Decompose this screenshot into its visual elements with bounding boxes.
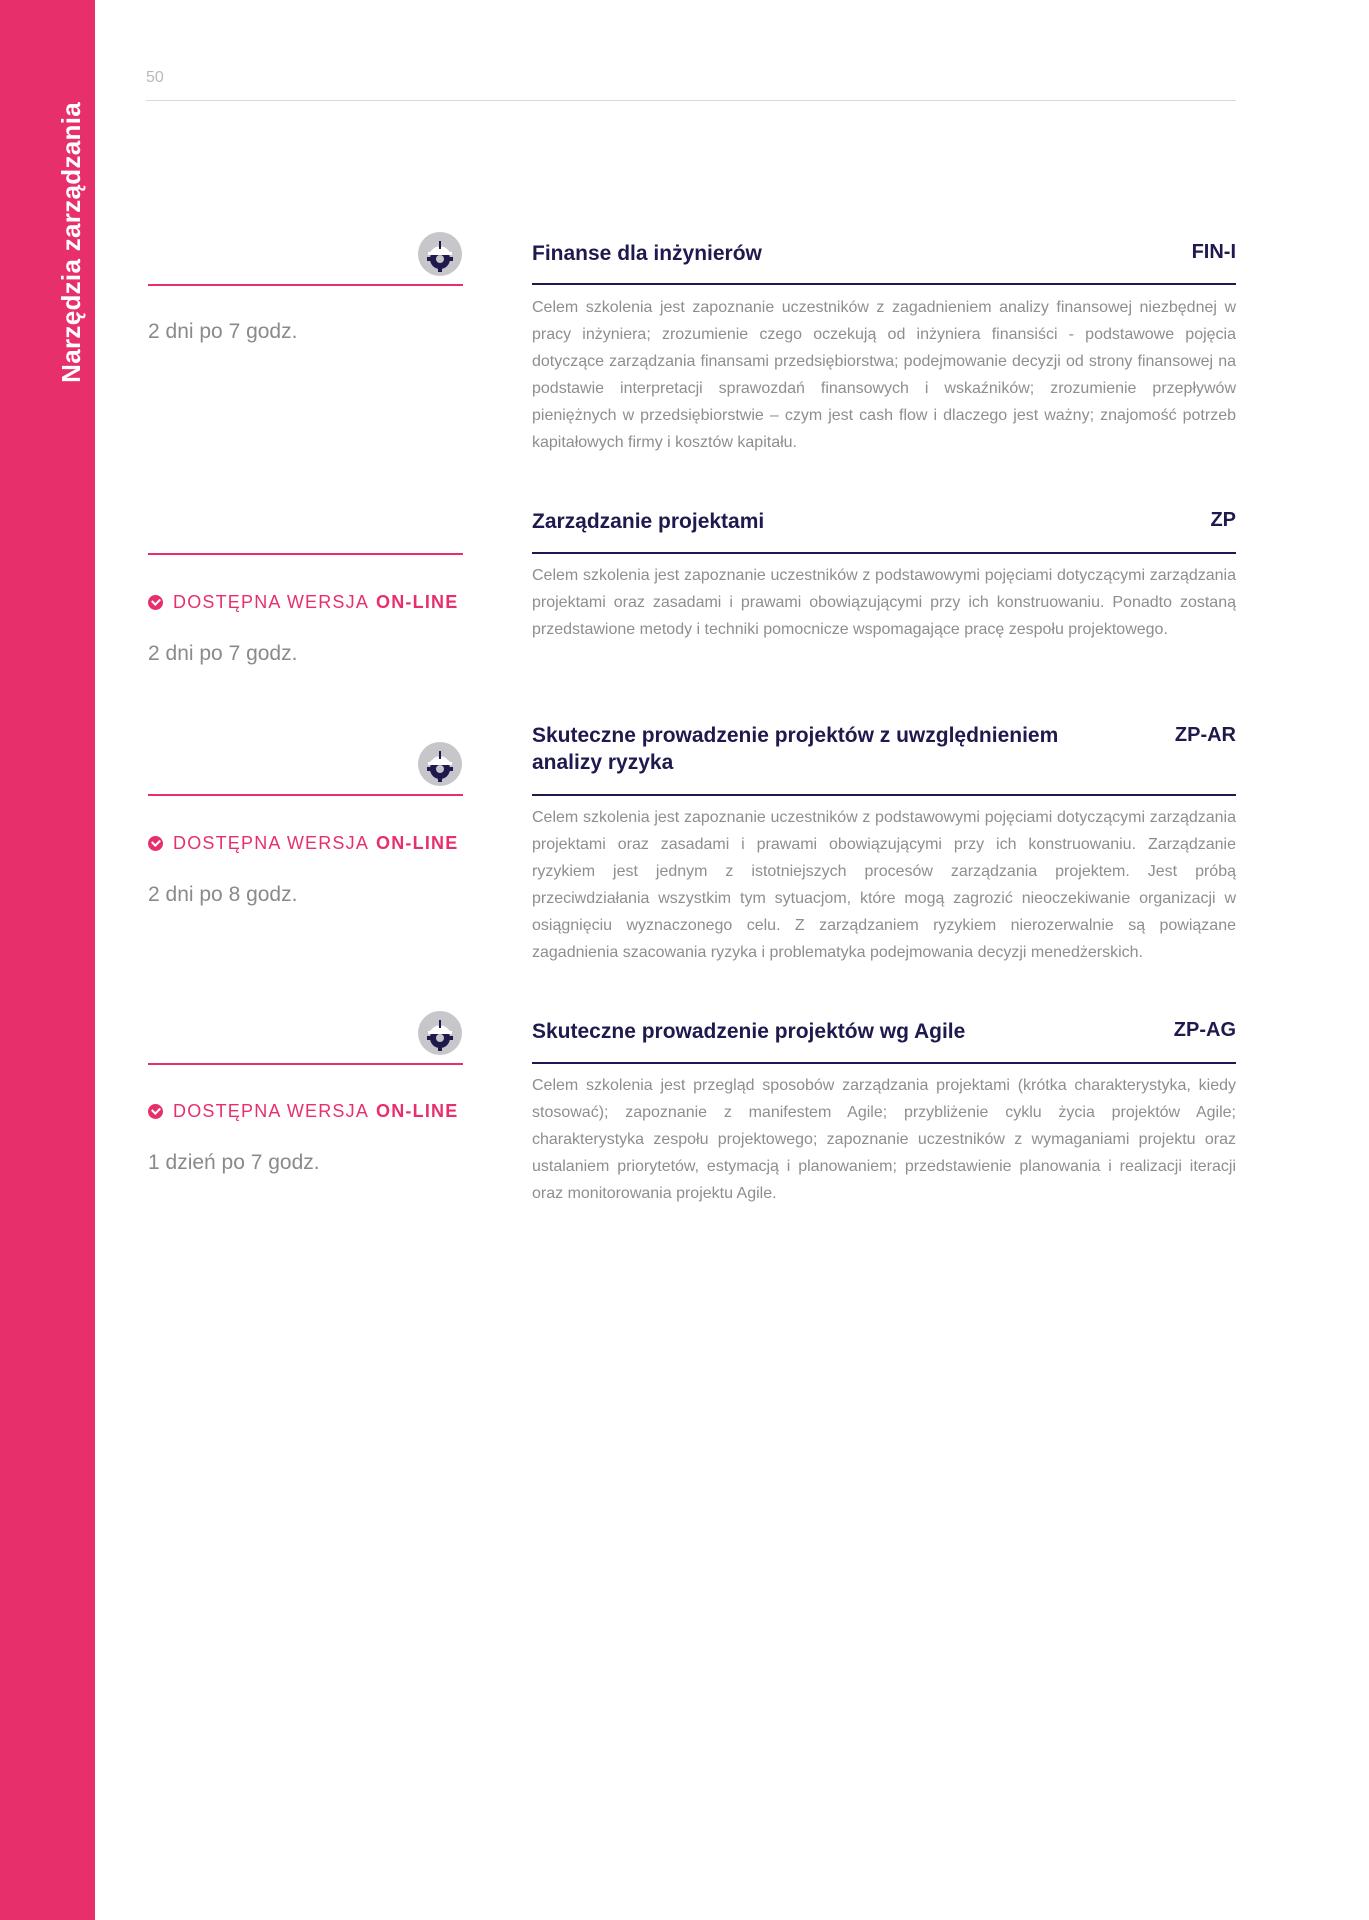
course-description: Celem szkolenia jest zapoznanie uczestników z podstawowymi pojęciami dotyczącymi zarządzania projektami oraz zasadami i prawami obowiązującymi przy ich konstruowaniu. Ponadto zostaną przedstawione metody i techniki pomocnicze wspomagające pracę zespołu projektowego. xyxy=(532,567,1236,638)
course-code: FIN-I xyxy=(1191,241,1236,263)
navy-divider xyxy=(532,1062,1236,1064)
course-title: Finanse dla inżynierów xyxy=(532,242,762,265)
online-strong: ON-LINE xyxy=(376,592,459,612)
pink-divider xyxy=(148,284,463,286)
online-prefix: DOSTĘPNA WERSJA xyxy=(173,1101,370,1121)
pink-divider xyxy=(148,794,463,796)
online-strong: ON-LINE xyxy=(376,1101,459,1121)
course-code: ZP-AG xyxy=(1173,1019,1236,1041)
course-description: Celem szkolenia jest zapoznanie uczestników z podstawowymi pojęciami dotyczącymi zarządzania projektami oraz zasadami i prawami obowiązującymi przy ich konstruowaniu. Zarządzanie ryzykiem jest jednym z istotniejszych procesów zarządzania projektem. Jest próbą przeciwdziałania wszystkim tym sytuacjom, które mogą zagrozić nieoczekiwanie organizacji w osiągnięciu wyznaczonego celu. Z zarządzaniem ryzykiem nierozerwalnie są powiązane zagadnienia szacowania ryzyka i problematyka podejmowania decyzji menedżerskich. xyxy=(532,809,1236,961)
page-number: 50 xyxy=(146,69,164,86)
course-title: Zarządzanie projektami xyxy=(532,510,765,533)
online-availability xyxy=(148,1101,458,1122)
course-description: Celem szkolenia jest zapoznanie uczestników z zagadnieniem analizy finansowej niezbędnej w pracy inżyniera; zrozumienie czego oczekują od inżyniera finansiści - podstawowe pojęcia dotyczące zarządzania finansami przedsiębiorstwa; podejmowanie decyzji od strony finansowej na podstawie interpretacji sprawozdań finansowych i wskaźników; zrozumienie przepływów pieniężnych w przedsiębiorstwie – czym jest cash flow i dlaczego jest ważny; znajomość potrzeb kapitałowych firmy i kosztów kapitału. xyxy=(532,299,1236,451)
sidebar xyxy=(0,0,95,1920)
duration: 2 dni po 7 godz. xyxy=(148,320,298,343)
header-divider xyxy=(146,100,1236,101)
check-circle-icon xyxy=(148,1104,163,1119)
duration: 2 dni po 7 godz. xyxy=(148,642,298,665)
navy-divider xyxy=(532,794,1236,796)
online-strong: ON-LINE xyxy=(376,833,459,853)
check-circle-icon xyxy=(148,595,163,610)
online-prefix: DOSTĘPNA WERSJA xyxy=(173,592,370,612)
engineer-gear-icon xyxy=(418,232,462,276)
online-prefix: DOSTĘPNA WERSJA xyxy=(173,833,370,853)
pink-divider xyxy=(148,553,463,555)
engineer-gear-icon xyxy=(418,1011,462,1055)
online-availability xyxy=(148,833,458,854)
course-title: Skuteczne prowadzenie projektów wg Agile xyxy=(532,1020,966,1043)
engineer-gear-icon xyxy=(418,742,462,786)
navy-divider xyxy=(532,283,1236,285)
navy-divider xyxy=(532,552,1236,554)
check-circle-icon xyxy=(148,836,163,851)
sidebar-title: Narzędzia zarządzania xyxy=(56,102,86,383)
pink-divider xyxy=(148,1063,463,1065)
duration: 1 dzień po 7 godz. xyxy=(148,1151,320,1174)
course-code: ZP-AR xyxy=(1174,724,1236,746)
course-code: ZP xyxy=(1210,509,1236,531)
course-description: Celem szkolenia jest przegląd sposobów zarządzania projektami (krótka charakterystyka, kiedy stosować); zapoznanie z manifestem Agile; przybliżenie cyklu życia projektów Agile; charakterystyka zespołu projektowego; zapoznanie uczestników z wymaganiami projektu oraz ustalaniem priorytetów, estymacją i planowaniem; przedstawienie planowania i realizacji iteracji oraz monitorowania projektu Agile. xyxy=(532,1077,1236,1202)
course-title: Skuteczne prowadzenie projektów z uwzględnieniem analizy ryzyka xyxy=(532,724,1059,774)
duration: 2 dni po 8 godz. xyxy=(148,883,298,906)
online-availability xyxy=(148,592,458,613)
